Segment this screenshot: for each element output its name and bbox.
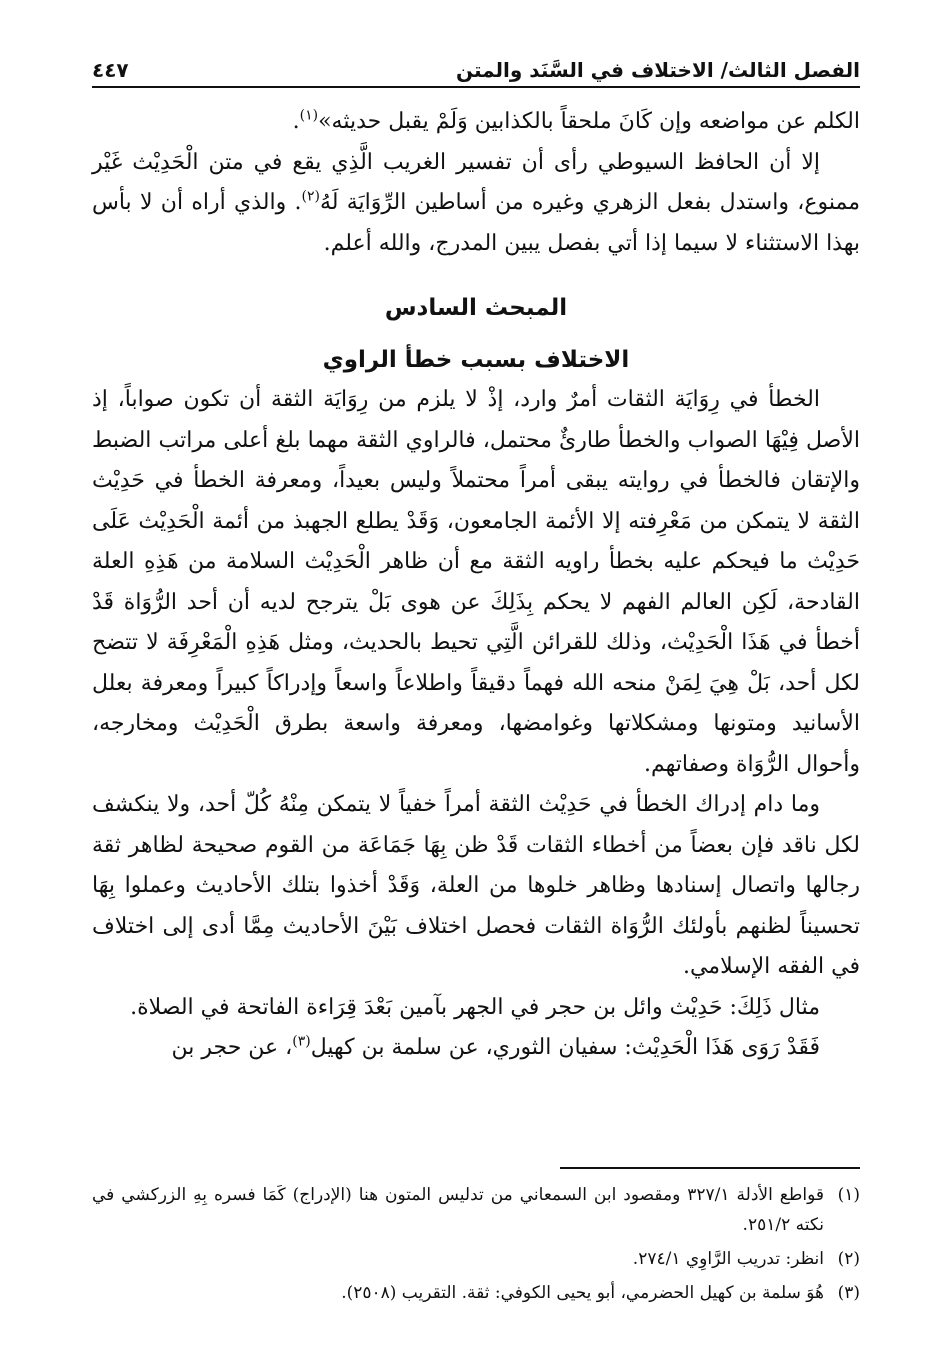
footnote-marker-1: (١)	[299, 107, 319, 124]
footnote-3-number: (٣)	[837, 1283, 860, 1303]
paragraph-3: الخطأ في رِوَايَة الثقات أمرٌ وارد، إذْ لا يلزم من رِوَايَة الثقة أن تكون صواباً، إذ الأصل فِيْهَا الصواب والخطأ طارئٌ محتمل، فالراوي الثقة مهما بلغ أعلى مراتب الضبط والإتقان فالخطأ في روايته يبقى أمراً محتملاً وليس بعيداً، ومعرفة الخطأ في حَدِيْث الثقة لا يتمكن من مَعْرِفته إلا الأئمة الجامعون، وَقَدْ يطلع الجهبذ من أئمة الْحَدِيْث عَلَى حَدِيْث ما فيحكم عليه بخطأ راويه الثقة مع أن ظاهر الْحَدِيْث السلامة من هَذِهِ العلة القادحة، لَكِن العالم الفهم لا يحكم بِذَلِكَ عن هوى بَلْ يترجح لديه أن أحد الرُّوَاة قَدْ أخطأ في هَذَا الْحَدِيْث، وذلك للقرائن الَّتِي تحيط بالحديث، ومثل هَذِهِ الْمَعْرِفَة لا تتضح لكل أحد، بَلْ هِيَ لِمَنْ منحه الله فهماً دقيقاً واطلاعاً واسعاً وإدراكاً كبيراً ومعرفة بعلل الأسانيد ومتونها ومشكلاتها وغوامضها، ومعرفة واسعة بطرق الْحَدِيْث ومخارجه، وأحوال الرُّوَاة وصفاتهم.	[92, 387, 860, 777]
footnote-1-text: قواطع الأدلة ٣٢٧/١ ومقصود ابن السمعاني من تدليس المتون هنا (الإدراج) كَمَا فسره بِهِ الزركشي في نكته ٢٥١/٢.	[92, 1185, 824, 1235]
paragraph-1-text: الكلم عن مواضعه وإن كَانَ ملحقاً بالكذابين وَلَمْ يقبل حديثه»	[318, 109, 860, 134]
paragraph-1-end: .	[292, 109, 300, 134]
chapter-title: الفصل الثالث/ الاختلاف في السَّنَد والمتن	[455, 58, 860, 82]
paragraph-6	[92, 1028, 860, 1069]
section-heading: المبحث السادس	[384, 295, 568, 321]
paragraph-1	[92, 102, 860, 143]
footnote-1	[92, 1180, 860, 1240]
page-number: ٤٤٧	[92, 58, 129, 82]
footnote-divider	[560, 1167, 860, 1169]
paragraph-4: وما دام إدراك الخطأ في حَدِيْث الثقة أمراً خفياً لا يتمكن مِنْهُ كُلّ أحد، ولا ينكشف لكل ناقد فإن بعضاً من أخطاء الثقات قَدْ ظن بِهَا جَمَاعَة من القوم صحيحة لظاهر ثقة رجالها واتصال إسنادها وظاهر خلوها من العلة، وَقَدْ أخذوا بتلك الأحاديث وعملوا بِهَا تحسيناً لظنهم بأولئك الرُّوَاة الثقات فحصل اختلاف بَيْنَ الأحاديث مِمَّا أدى إلى اختلاف في الفقه الإسلامي.	[92, 792, 860, 979]
footnote-marker-3: (٣)	[292, 1033, 311, 1050]
footnote-3	[92, 1278, 860, 1308]
paragraph-2	[92, 143, 860, 265]
paragraph-2-text-a: إلا أن الحافظ السيوطي رأى أن تفسير الغريب الَّذِي يقع في متن الْحَدِيْث غَيْر ممنوع، واستدل بفعل الزهري وغيره من أساطين الرِّوَايَة لَهُ	[92, 149, 860, 215]
footnote-1-number: (١)	[837, 1185, 860, 1205]
paragraph-6-text-a: فَقَدْ رَوَى هَذَا الْحَدِيْث: سفيان الثوري، عن سلمة بن كهيل	[310, 1035, 820, 1060]
paragraph-6-text-b: ، عن حجر بن	[171, 1035, 293, 1060]
footnotes	[92, 1180, 860, 1312]
paragraph-5: مثال ذَلِكَ: حَدِيْث وائل بن حجر في الجهر بآمين بَعْدَ قِرَاءة الفاتحة في الصلاة.	[130, 994, 820, 1020]
paragraph-2-text-b: . والذي أراه أن لا بأس بهذا الاستثناء لا سيما إذا أتي بفصل يبين المدرج، والله أعلم.	[92, 190, 860, 256]
topic-heading: الاختلاف بسبب خطأ الراوي	[322, 347, 630, 373]
footnote-marker-2: (٢)	[301, 188, 320, 205]
running-header	[92, 58, 860, 88]
main-text	[92, 102, 860, 1069]
footnote-2-text: انظر: تدريب الرَّاوِي ٢٧٤/١.	[632, 1249, 824, 1269]
footnote-2	[92, 1244, 860, 1274]
footnote-3-text: هُوَ سلمة بن كهيل الحضرمي، أبو يحيى الكوفي: ثقة. التقريب (٢٥٠٨).	[341, 1283, 824, 1303]
footnote-2-number: (٢)	[837, 1249, 860, 1269]
